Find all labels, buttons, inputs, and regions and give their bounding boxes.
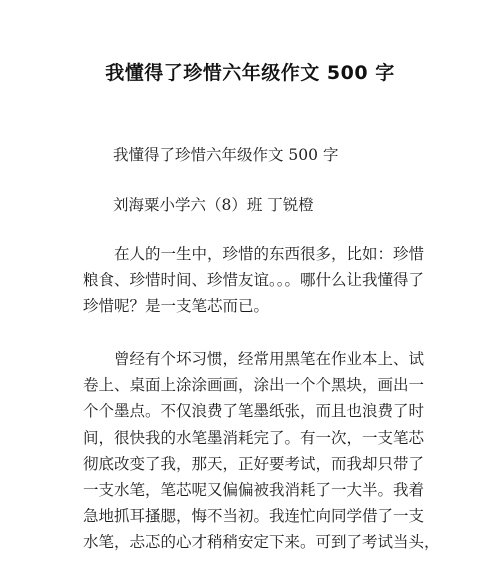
document-title: 我懂得了珍惜六年级作文 500 字 <box>105 62 395 84</box>
paragraph-line: 粮食、珍惜时间、珍惜友谊。。。哪什么让我懂得了 <box>83 271 425 290</box>
paragraph-line: 彻底改变了我，那天，正好要考试，而我却只带了 <box>83 454 425 473</box>
paragraph-line: 急地抓耳搔腮，悔不当初。我连忙向同学借了一支 <box>83 507 425 526</box>
paragraph-line: 卷上、桌面上涂涂画画，涂出一个个黑块，画出一 <box>83 376 425 395</box>
paragraph-2 <box>83 346 440 556</box>
paragraph-line: 一支水笔，笔芯呢又偏偏被我消耗了一大半。我着 <box>83 481 425 500</box>
paragraph-line: 曾经有个坏习惯，经常用黑笔在作业本上、试 <box>114 350 425 368</box>
paragraph-1 <box>83 241 433 320</box>
paragraph-line: 珍惜呢？是一支笔芯而已。 <box>83 297 270 316</box>
paragraph-line: 水笔，忐忑的心才稍稍安定下来。可到了考试当头， <box>83 533 440 552</box>
paragraph-line: 个个墨点。不仅浪费了笔墨纸张，而且也浪费了时 <box>83 402 425 421</box>
essay-subtitle: 我懂得了珍惜六年级作文 500 字 <box>113 146 339 164</box>
paragraph-line: 在人的一生中，珍惜的东西很多，比如：珍惜 <box>114 245 425 263</box>
author-line: 刘海粟小学六（8）班 丁锐橙 <box>113 196 314 214</box>
paragraph-line: 间，很快我的水笔墨消耗完了。有一次，一支笔芯 <box>83 428 425 447</box>
